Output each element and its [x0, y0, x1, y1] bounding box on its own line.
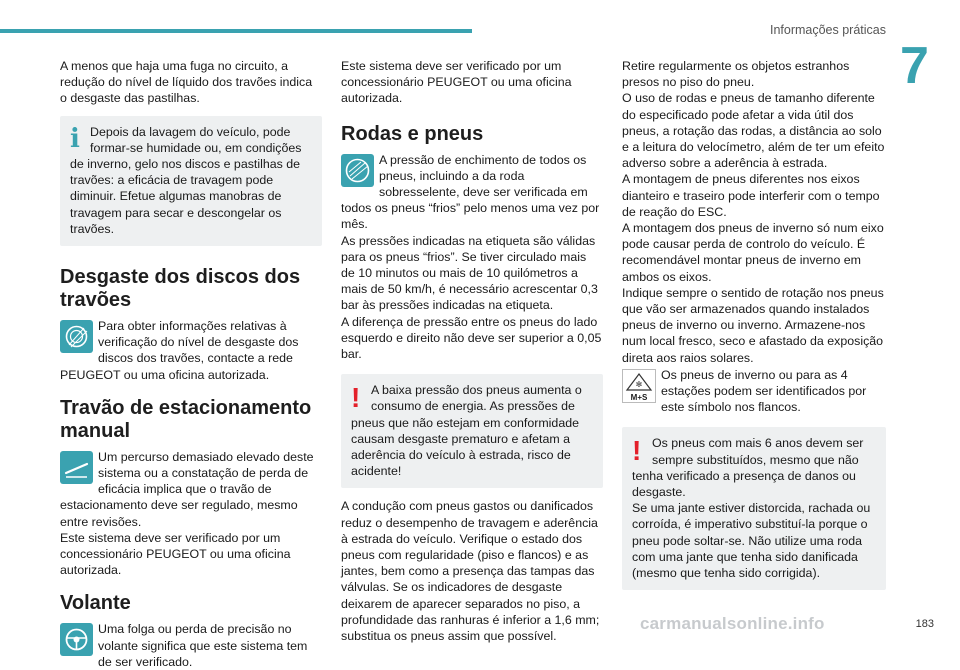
tyres-paragraph-1: Retire regularmente os objetos estranhos presos no piso do pneu.: [622, 59, 850, 90]
discs-block: [60, 318, 322, 383]
wheel-block: [60, 621, 322, 670]
svg-text:✻: ✻: [635, 379, 643, 389]
tyres-block: [341, 152, 603, 363]
heading-steering-wheel: Volante: [60, 592, 131, 615]
column-2: [341, 58, 603, 644]
parking-text: Um percurso demasiado elevado deste sistema ou a constatação de perda de eficácia implica que o travão de estacionamento deve ser regulado, mesmo entre revisões.: [60, 449, 314, 529]
parking-brake-icon: [60, 451, 93, 484]
system-check-paragraph: Este sistema deve ser verificado por um concessionário PEUGEOT ou uma oficina autorizada.: [341, 59, 572, 106]
tyres-text: A pressão de enchimento de todos os pneus, incluindo a da roda sobresselente, deve ser verificada em todos os pneus “frios” pelo menos uma vez por mês.: [341, 152, 600, 232]
warning-icon: !: [632, 435, 642, 467]
wheel-text: Uma folga ou perda de precisão no volante significa que este sistema tem de ser verificado.: [98, 622, 308, 669]
heading-parking-brake: Travão de estacionamento manual: [60, 396, 312, 442]
parking-text-2: Este sistema deve ser verificado por um concessionário PEUGEOT ou uma oficina autorizada.: [60, 530, 291, 578]
warning-icon: !: [351, 382, 361, 414]
tyre-age-warning-note: [622, 427, 886, 590]
warning-note-text: A baixa pressão dos pneus aumenta o consumo de energia. As pressões de pneus que não estejam em conformidade causam desgaste prematuro e afetam a aderência do veículo à estrada, risco de acidente!: [351, 383, 582, 479]
rim-warning-text: Se uma jante estiver distorcida, rachada ou corroída, é imperativo substituí-la porque o pneu pode soltar-se. Não utilize uma roda com uma jante que tenha sido danificada (mesmo que tenha sido corrigida).: [632, 501, 871, 581]
tyre-condition-paragraph: A condução com pneus gastos ou danificados reduz o desempenho de travagem e aderência à estrada do veículo. Verifique o estado dos pneus com regularidade (piso e flancos) e as jantes, bem como a presença das tampas das válvulas. Se os indicadores de desgaste deixarem de aparecer separados no piso, a profundidade das ranhuras é inferior a 1,6 mm; substitua os pneus assim que possível.: [341, 499, 600, 644]
winter-tyre-block: [622, 367, 886, 416]
tyres-text-2: As pressões indicadas na etiqueta são válidas para os pneus “frios”. Se tiver circulado mais de 10 minutos ou mais de 10 quilómetros a mais de 50 km/h, é necessário acrescentar 0,3 bar às pressões indicadas na etiqueta.: [341, 233, 598, 313]
info-note: [60, 116, 322, 246]
tyres-paragraph-5: Indique sempre o sentido de rotação nos pneus que vão ser armazenados quando instalados pneus de inverno ou inverno. Armazene-nos num local fresco, seco e afastado da exposição direta aos raios solares.: [622, 285, 884, 365]
warning-note: [341, 374, 603, 488]
info-note-text: Depois da lavagem do veículo, pode formar-se humidade ou, em condições de inverno, gelo nos discos e pastilhas de travões: a eficácia de travagem pode diminuir. Efetue algumas manobras de travagem para secar e descongelar os travões.: [70, 124, 302, 236]
ms-label: M+S: [630, 392, 648, 402]
page-number: 183: [915, 618, 934, 630]
tyres-paragraph-3: A montagem de pneus diferentes nos eixos dianteiro e traseiro pode interferir com o tempo de reação do ESC.: [622, 172, 880, 219]
watermark: carmanualsonline.info: [640, 614, 825, 633]
discs-text: Para obter informações relativas à verificação do nível de desgaste dos discos dos travões, contacte a rede PEUGEOT ou uma oficina autorizada.: [60, 319, 299, 382]
section-title: Informações práticas: [769, 23, 886, 37]
tyre-pressure-icon: [341, 154, 374, 187]
chapter-number: 7: [900, 37, 929, 95]
brake-disc-icon: [60, 320, 93, 353]
tyres-paragraph-2: O uso de rodas e pneus de tamanho diferente do especificado pode afetar a vida útil dos pneus, a rotação das rodas, a distância ao solo e a leitura do velocímetro, além de ter um efeito adverso sobre a aderência à estrada.: [622, 91, 885, 171]
parking-block: [60, 449, 322, 579]
brake-fluid-paragraph: A menos que haja uma fuga no circuito, a redução do nível de líquido dos travões indica o desgaste das pastilhas.: [60, 59, 313, 106]
tyre-age-warning-text: Os pneus com mais 6 anos devem ser sempre substituídos, mesmo que não tenha verificado a presença de danos ou desgaste.: [632, 436, 864, 500]
tyres-text-3: A diferença de pressão entre os pneus do lado esquerdo e direito não deve ser superior a 0,05 bar.: [341, 314, 602, 362]
header-accent-bar: [0, 29, 472, 33]
column-3: [622, 58, 886, 590]
column-1: [60, 58, 322, 670]
heading-wheels-tyres: Rodas e pneus: [341, 122, 484, 145]
winter-tyre-text: Os pneus de inverno ou para as 4 estações podem ser identificados por este símbolo nos flancos.: [661, 367, 867, 415]
tyres-paragraph-4: A montagem dos pneus de inverno só num eixo pode causar perda de controlo do veículo. É recomendável montar pneus de inverno em ambos os eixos.: [622, 221, 884, 284]
heading-disc-wear: Desgaste dos discos dos travões: [60, 266, 301, 312]
snowflake-mountain-icon: [622, 369, 656, 403]
info-icon: i: [70, 123, 80, 154]
